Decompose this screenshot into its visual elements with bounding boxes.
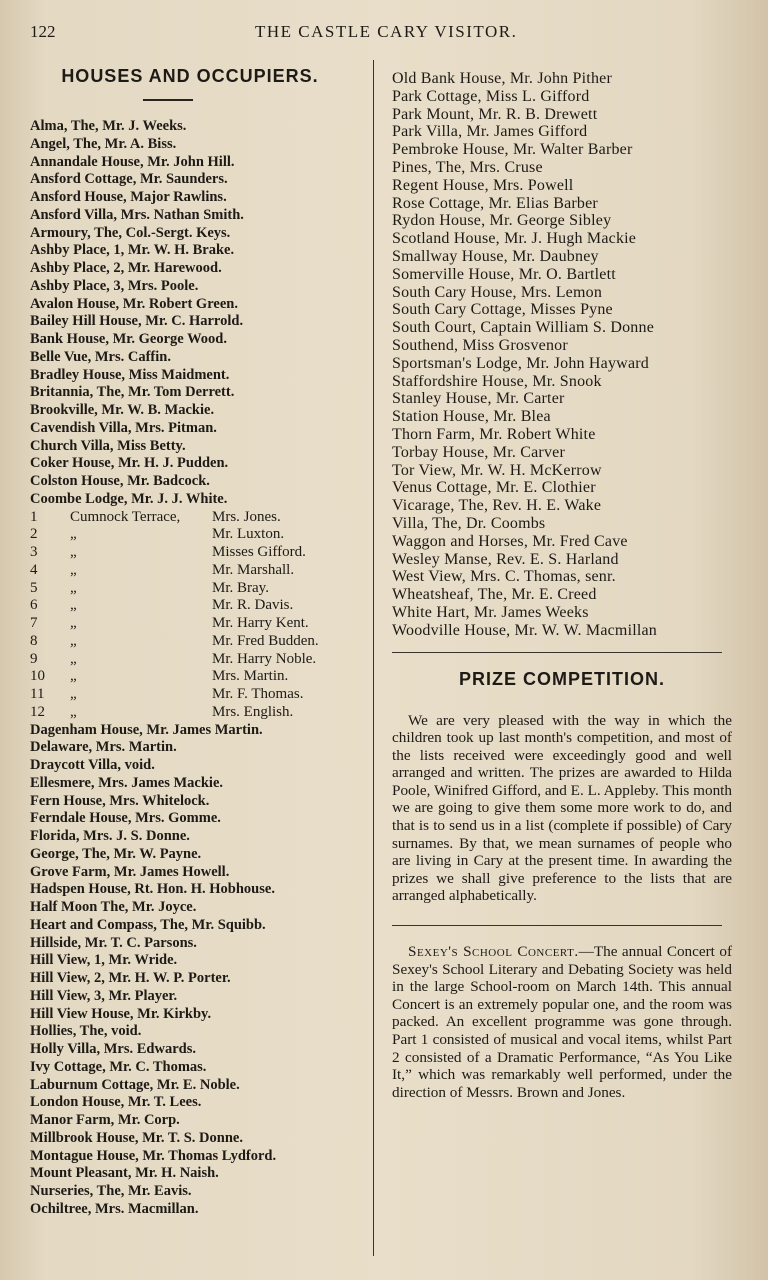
section-divider-2 <box>392 925 722 926</box>
house-entry: Ivy Cottage, Mr. C. Thomas. <box>30 1058 207 1075</box>
house-entry: Ashby Place, 2, Mr. Harewood. <box>30 260 222 276</box>
house-entry: Grove Farm, Mr. James Howell. <box>30 863 230 880</box>
house-entry: Scotland House, Mr. J. Hugh Mackie <box>392 230 637 248</box>
running-head <box>30 22 750 46</box>
cumnock-row <box>30 615 365 633</box>
house-entry: Stanley House, Mr. Carter <box>392 390 565 408</box>
prize-paragraph: We are very pleased with the way in which the children took up last month's competition, and most of the lists received were exceedingly good and well arranged and written. The prizes are awarded to Hilda Poole, Winifred Gifford, and E. L. Appleby. This month we are going to give them some more work to do, and that is to send us in a list (complete if possible) of Cary surnames. By that, we mean surnames of people who are living in Cary at the present time. In awarding the prizes we shall give preference to the lists that are arranged alphabetically. <box>392 711 732 905</box>
house-entry: Delaware, Mrs. Martin. <box>30 739 177 756</box>
house-entry: Venus Cottage, Mr. E. Clothier <box>392 479 596 497</box>
house-entry: Armoury, The, Col.-Sergt. Keys. <box>30 224 231 241</box>
house-entry: Coombe Lodge, Mr. J. J. White. <box>30 490 228 507</box>
house-entry: Smallway House, Mr. Daubney <box>392 247 599 265</box>
cumnock-ditto: „ <box>70 579 77 596</box>
house-entry: Hill View House, Mr. Kirkby. <box>30 1005 212 1022</box>
house-entry: Torbay House, Mr. Carver <box>392 443 565 461</box>
journal-title: THE CASTLE CARY VISITOR. <box>255 22 518 41</box>
house-entry: West View, Mrs. C. Thomas, senr. <box>392 568 616 586</box>
house-entry: Alma, The, Mr. J. Weeks. <box>30 118 187 134</box>
house-entry: Colston House, Mr. Badcock. <box>30 473 210 489</box>
column-divider <box>373 60 374 1256</box>
house-entry: Mount Pleasant, Mr. H. Naish. <box>30 1165 219 1182</box>
cumnock-occupier: Mrs. Jones. <box>212 508 281 525</box>
house-entry: Waggon and Horses, Mr. Fred Cave <box>392 532 628 550</box>
house-entry: Bank House, Mr. George Wood. <box>30 331 227 347</box>
cumnock-row <box>30 668 365 686</box>
house-entry: South Cary Cottage, Misses Pyne <box>392 301 613 319</box>
cumnock-number: 3 <box>30 544 38 560</box>
house-entry: Regent House, Mrs. Powell <box>392 176 574 194</box>
house-entry: Wesley Manse, Rev. E. S. Harland <box>392 550 619 568</box>
house-entry: Ansford Villa, Mrs. Nathan Smith. <box>30 206 244 223</box>
house-entry: Draycott Villa, void. <box>30 757 155 773</box>
cumnock-occupier: Misses Gifford. <box>212 544 306 560</box>
house-entry: Heart and Compass, The, Mr. Squibb. <box>30 916 266 933</box>
house-entry: Park Cottage, Miss L. Gifford <box>392 87 590 105</box>
house-entry: Hillside, Mr. T. C. Parsons. <box>30 934 197 951</box>
house-entry: Bailey Hill House, Mr. C. Harrold. <box>30 313 244 330</box>
house-entry: Ashby Place, 1, Mr. W. H. Brake. <box>30 242 235 259</box>
house-entry: Pembroke House, Mr. Walter Barber <box>392 141 633 159</box>
house-entry: Half Moon The, Mr. Joyce. <box>30 899 197 915</box>
cumnock-ditto: „ <box>70 544 77 560</box>
house-entry: Holly Villa, Mrs. Edwards. <box>30 1041 196 1057</box>
house-entry: South Court, Captain William S. Donne <box>392 319 655 337</box>
house-entry: Dagenham House, Mr. James Martin. <box>30 721 263 738</box>
house-entry: Church Villa, Miss Betty. <box>30 437 186 454</box>
house-entry: Ferndale House, Mrs. Gomme. <box>30 810 221 827</box>
house-entry: Hadspen House, Rt. Hon. H. Hobhouse. <box>30 881 275 898</box>
cumnock-number: 12 <box>30 703 45 720</box>
cumnock-number: 7 <box>30 615 38 631</box>
house-entry: Somerville House, Mr. O. Bartlett <box>392 265 616 283</box>
cumnock-number: 1 <box>30 508 38 525</box>
cumnock-number: 6 <box>30 597 38 614</box>
cumnock-ditto: „ <box>70 561 77 578</box>
house-entry: Angel, The, Mr. A. Biss. <box>30 135 177 152</box>
house-entry: Thorn Farm, Mr. Robert White <box>392 425 596 443</box>
cumnock-row <box>30 509 365 527</box>
house-entry: Old Bank House, Mr. John Pither <box>392 70 612 87</box>
cumnock-ditto: „ <box>70 668 77 685</box>
house-entry: Vicarage, The, Rev. H. E. Wake <box>392 497 602 515</box>
cumnock-row <box>30 526 365 544</box>
page-number: 122 <box>30 22 56 41</box>
cumnock-occupier: Mrs. Martin. <box>212 668 289 685</box>
cumnock-row <box>30 597 365 615</box>
house-entry: Florida, Mrs. J. S. Donne. <box>30 828 190 844</box>
house-entry: Belle Vue, Mrs. Caffin. <box>30 348 171 365</box>
house-entry: Ansford Cottage, Mr. Saunders. <box>30 171 228 188</box>
cumnock-occupier: Mr. Harry Kent. <box>212 615 309 631</box>
cumnock-occupier: Mrs. English. <box>212 703 294 720</box>
cumnock-row <box>30 633 365 651</box>
house-entry: Hill View, 1, Mr. Wride. <box>30 952 178 969</box>
cumnock-number: 5 <box>30 579 38 596</box>
cumnock-occupier: Mr. R. Davis. <box>212 597 294 614</box>
house-entry: Pines, The, Mrs. Cruse <box>392 158 543 176</box>
concert-body: —The annual Concert of Sexey's School Literary and Debating Society was held in the large School-room on March 14th. This annual Concert is an extremely popular one, and the room was packed. An excellent programme was gone through. Part 1 consisted of musical and vocal items, whilst Part 2 consisted of a Dramatic Performance, “As You Like It,” which was remarkably well performed, under the direction of Messrs. Brown and Jones. <box>392 943 733 1101</box>
cumnock-row <box>30 704 365 722</box>
cumnock-ditto: „ <box>70 650 77 667</box>
house-entry: South Cary House, Mrs. Lemon <box>392 283 603 301</box>
cumnock-occupier: Mr. Fred Budden. <box>212 632 319 649</box>
cumnock-ditto: Cumnock Terrace, <box>70 508 181 525</box>
house-entry: Nurseries, The, Mr. Eavis. <box>30 1183 192 1199</box>
houses-list-a <box>30 118 365 509</box>
house-entry: Rose Cottage, Mr. Elias Barber <box>392 194 598 212</box>
cumnock-row <box>30 651 365 669</box>
house-entry: Millbrook House, Mr. T. S. Donne. <box>30 1129 243 1146</box>
cumnock-row <box>30 562 365 580</box>
house-entry: Station House, Mr. Blea <box>392 408 551 426</box>
house-entry: Park Mount, Mr. R. B. Drewett <box>392 105 598 123</box>
house-entry: Park Villa, Mr. James Gifford <box>392 123 588 141</box>
cumnock-number: 4 <box>30 561 38 578</box>
house-entry: Avalon House, Mr. Robert Green. <box>30 295 238 312</box>
house-entry: Southend, Miss Grosvenor <box>392 336 568 354</box>
house-entry: Laburnum Cottage, Mr. E. Noble. <box>30 1076 240 1093</box>
cumnock-number: 8 <box>30 632 38 649</box>
heading-rule <box>143 99 193 101</box>
section-divider <box>392 652 722 653</box>
house-entry: Hill View, 3, Mr. Player. <box>30 987 178 1004</box>
right-column <box>392 70 732 1101</box>
cumnock-number: 9 <box>30 650 38 667</box>
cumnock-occupier: Mr. Marshall. <box>212 561 295 578</box>
house-entry: Ochiltree, Mrs. Macmillan. <box>30 1200 199 1217</box>
house-entry: Ellesmere, Mrs. James Mackie. <box>30 774 224 791</box>
cumnock-ditto: „ <box>70 632 77 649</box>
concert-paragraph <box>392 943 732 1101</box>
left-column <box>30 66 365 1219</box>
house-entry: Brookville, Mr. W. B. Mackie. <box>30 402 215 418</box>
cumnock-row <box>30 686 365 704</box>
cumnock-terrace-list <box>30 509 365 722</box>
concert-lead: Sexey's School Concert. <box>408 943 579 961</box>
cumnock-occupier: Mr. Harry Noble. <box>212 650 317 667</box>
house-entry: Tor View, Mr. W. H. McKerrow <box>392 461 602 479</box>
cumnock-ditto: „ <box>70 686 77 702</box>
cumnock-occupier: Mr. Luxton. <box>212 526 285 543</box>
house-entry: Hill View, 2, Mr. H. W. P. Porter. <box>30 970 231 986</box>
cumnock-ditto: „ <box>70 526 77 543</box>
cumnock-row <box>30 580 365 598</box>
house-entry: Britannia, The, Mr. Tom Derrett. <box>30 384 235 401</box>
house-entry: Cavendish Villa, Mrs. Pitman. <box>30 419 217 436</box>
cumnock-number: 2 <box>30 526 38 543</box>
cumnock-occupier: Mr. Bray. <box>212 579 269 596</box>
house-entry: Ansford House, Major Rawlins. <box>30 189 227 205</box>
cumnock-ditto: „ <box>70 597 77 614</box>
houses-heading: HOUSES AND OCCUPIERS. <box>61 66 319 86</box>
house-entry: Ashby Place, 3, Mrs. Poole. <box>30 277 199 294</box>
cumnock-row <box>30 544 365 562</box>
house-entry: Rydon House, Mr. George Sibley <box>392 212 612 230</box>
cumnock-ditto: „ <box>70 703 77 720</box>
house-entry: Staffordshire House, Mr. Snook <box>392 372 602 390</box>
cumnock-occupier: Mr. F. Thomas. <box>212 686 304 702</box>
prize-heading: PRIZE COMPETITION. <box>458 668 665 689</box>
house-entry: Annandale House, Mr. John Hill. <box>30 153 235 170</box>
house-entry: Bradley House, Miss Maidment. <box>30 366 230 383</box>
house-entry: Hollies, The, void. <box>30 1023 142 1040</box>
house-entry: Coker House, Mr. H. J. Pudden. <box>30 455 229 472</box>
house-entry: Woodville House, Mr. W. W. Macmillan <box>392 621 658 639</box>
house-entry: George, The, Mr. W. Payne. <box>30 845 202 862</box>
house-entry: Manor Farm, Mr. Corp. <box>30 1112 180 1128</box>
houses-list-b <box>30 722 365 1219</box>
house-entry: Wheatsheaf, The, Mr. E. Creed <box>392 586 597 604</box>
house-entry: Fern House, Mrs. Whitelock. <box>30 792 210 809</box>
house-entry: London House, Mr. T. Lees. <box>30 1094 202 1111</box>
cumnock-ditto: „ <box>70 615 77 631</box>
house-entry: Montague House, Mr. Thomas Lydford. <box>30 1147 277 1164</box>
house-entry: Sportsman's Lodge, Mr. John Hayward <box>392 354 649 372</box>
houses-list-c <box>392 70 732 640</box>
house-entry: White Hart, Mr. James Weeks <box>392 603 589 621</box>
house-entry: Villa, The, Dr. Coombs <box>392 514 546 532</box>
cumnock-number: 11 <box>30 686 45 702</box>
cumnock-number: 10 <box>30 668 45 685</box>
